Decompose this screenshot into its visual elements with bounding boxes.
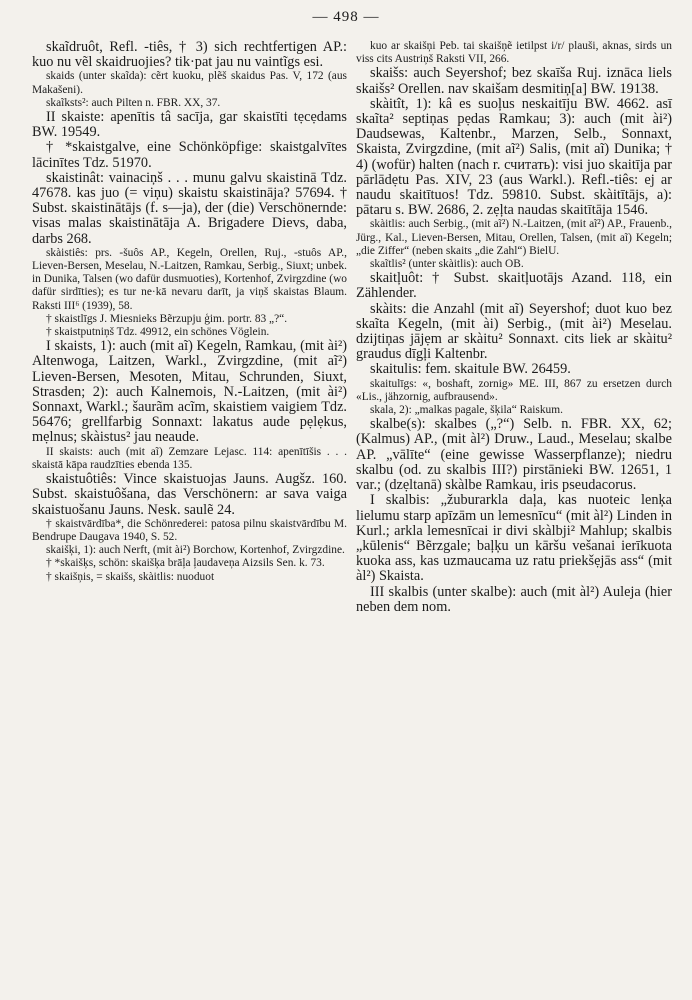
dictionary-entry: I skaists, 1): auch (mit aĩ) Kegeln, Ramkau, (mit ài²) Altenwoga, Laitzen, Warkl., Zvirgzdine, (mit aĩ²) Lieven-Bersen, Mesoten, Mitau, Schrunden, Siuxt, Strasden; 2): auch Kalnemois, N.-Laitzen, (mit ài²) Sonnaxt, Warkl.; šaurãm acĩm, skaistiem vaigiem Tdz. 56476; grellfarbig Sonnaxt: lakatus aude pẹlẹkus, mẹlnus; skàistus² jau neaude. <box>32 338 347 446</box>
dictionary-entry: I skalbis: „žuburarkla daļa, kas nuoteic lenķa lielumu starp apīzām un lemesnīcu“ (mit àl²) Linden in Kurl.; arkla lemesnīcai ir divi skàlbji² Mahlup; skalbis „kūlenis“ Bẽrzgale; baļķu un kāršu vešanai ierīkuota kuoka ass, kas uzmaucama uz ratu priekšẹjās ass“ (mit àl²) Skaista. <box>356 492 672 585</box>
dictionary-entry: skaĩdruôt, Refl. -tiês, † 3) sich rechtfertigen AP.: kuo nu vẽl skaidruojies? tik·pat jau nu vaintĩgs esi. <box>32 39 347 71</box>
dictionary-entry: skàits: die Anzahl (mit aĩ) Seyershof; duot kuo bez skaĩta Kegeln, (mit ài) Serbig., (mit ài²) Meselau. dzijtiņas jājẹm ar skàitu² Sonnaxt. cits liek ar skàitu² graudus dīgļi Kaltenbr. <box>356 300 672 363</box>
right-column <box>356 40 672 615</box>
dictionary-entry: skala, 2): „malkas pagale, šķila“ Raiskum. <box>370 404 563 417</box>
left-column <box>32 40 347 584</box>
dictionary-entry: skaĩtlis² (unter skàitlis): auch OB. <box>370 258 524 271</box>
dictionary-entry: II skaists: auch (mit aĩ) Zemzare Lejasc. 114: apenītīšis . . . skaistā kāpa raudzīties ebenda 135. <box>32 445 347 471</box>
dictionary-entry: † skaistvārdība*, die Schönrederei: patosa pilnu skaistvārdību M. Bendrupe Daugava 1940, S. 52. <box>32 517 347 543</box>
dictionary-entry: skaistuôtiês: Vince skaistuojas Jauns. Augšz. 160. Subst. skaistuôšana, das Verschönern: ar sava vaiga skaistuošanu Jauns. Nesk. saulẽ 24. <box>32 471 347 518</box>
dictionary-entry: skaišķi, 1): auch Nerft, (mit ài²) Borchow, Kortenhof, Zvirgzdine. <box>46 544 345 557</box>
dictionary-entry: skaitulis: fem. skaitule BW. 26459. <box>370 361 571 378</box>
page-number: — 498 — <box>312 9 380 25</box>
dictionary-entry: skàitlis: auch Serbig., (mit aĩ²) N.-Laitzen, (mit aĩ²) AP., Frauenb., Jürg., Kal., Lieven-Bersen, Mitau, Orellen, Talsen, (mit aĩ) Kegeln; „die Ziffer“ (neben skaits „die Zahl“) BielU. <box>356 218 672 257</box>
dictionary-entry: III skalbis (unter skalbe): auch (mit àl²) Auleja (hier neben dem nom. <box>356 583 672 615</box>
dictionary-entry: † skaišņis, = skaišs, skàitlis: nuoduot <box>46 570 215 583</box>
dictionary-entry: † *skaistgalve, eine Schönköpfige: skaistgalvītes lācinītes Tdz. 51970. <box>32 139 347 171</box>
dictionary-entry: † skaistlīgs J. Miesnieks Bẽrzupju ģim. portr. 83 „?“. <box>46 312 288 325</box>
dictionary-entry: skalbe(s): skalbes („?“) Selb. n. FBR. XX, 62; (Kalmus) AP., (mit àl²) Druw., Laud., Meselau; skalbe AP. „vālīte“ (eine gewisse Wasserpflanze); niedru skalbu (od. zu skalbis III?) pirstānieki BW. 12651, 1 var.; (dzẹltanā) skàlbe Ramkau, iris pseudacorus. <box>356 416 672 494</box>
dictionary-entry: skaĩksts²: auch Pilten n. FBR. XX, 37. <box>46 96 221 109</box>
dictionary-entry: † skaistputniņš Tdz. 49912, ein schönes Vöglein. <box>46 326 270 339</box>
dictionary-entry: skaids (unter skaĩda): cẽrt kuoku, plẽš skaidus Pas. V, 172 (aus Makašeni). <box>32 70 347 96</box>
dictionary-entry: skaitļuôt: † Subst. skaitļuotājs Azand. 118, ein Zählender. <box>356 270 672 302</box>
dictionary-entry: II skaiste: apenītis tâ sacīja, gar skaistīti tẹcẹdams BW. 19549. <box>32 109 347 141</box>
dictionary-entry: skàitît, 1): kâ es suoļus neskaitīju BW. 4662. asī skaĩta² septiņas pẹdas Ramkau; 3): auch (mit ài²) Daudsewas, Kaltenbr., Marzen, Selb., Sonnaxt, Skaista, Zvirgzdine, (mit aĩ²) Salis, (mit aĩ) Dunika; † 4) (wofür) halten (nach r. считать): visi juo skaitīja par pārlādẹtu Pas. XIV, 23 (aus Warkl.). Refl.-tiês: ej ar naudu skaitītuos! Tdz. 59810. Subst. skàitītājs, a): pātaru s. BW. 2686, 2. zẹļta naudas skaitītāja 1546. <box>356 95 672 219</box>
dictionary-entry: † *skaišķs, schön: skaišķa brāļa ļaudaveņa Aizsils Sen. k. 73. <box>46 557 325 570</box>
dictionary-entry: skaišs: auch Seyershof; bez skaīša Ruj. iznāca liels skaišs² Orellen. nav skaišam desmitiņ[a] BW. 19138. <box>356 65 672 97</box>
dictionary-entry: skaistinât: vainaciņš . . . munu galvu skaistinā Tdz. 47678. kas juo (= viņu) skaistu skaistināja? 57694. † Subst. skaistinātājs (f. s—ja), der (die) Verschönernde: visas malas skaistinātāja A. Brigadere Dievs, daba, darbs 268. <box>32 169 347 247</box>
dictionary-entry: skaitulīgs: «, boshaft, zornig» ME. III, 867 zu ersetzen durch «Lis., jähzornig, aufbrausend». <box>356 377 672 403</box>
dictionary-entry: kuo ar skaišņi Peb. tai skaišņẽ ietilpst i/r/ plauši, aknas, sirds un viss cits Austriņš Raksti VII, 266. <box>356 40 672 66</box>
dictionary-entry: skàistiês: prs. -šuôs AP., Kegeln, Orellen, Ruj., -stuôs AP., Lieven-Bersen, Meselau, N.-Laitzen, Ramkau, Serbig., Siuxt; unbek. in Dunika, Talsen (wo dafür dusmuoties), Kortenhof, Zvirgzdine (wo dafür sirdīties); es tur ne·kā nevaru darīt, ja viņš skaistas Blaum. Raksti III⁶ (1939), 58. <box>32 246 347 312</box>
